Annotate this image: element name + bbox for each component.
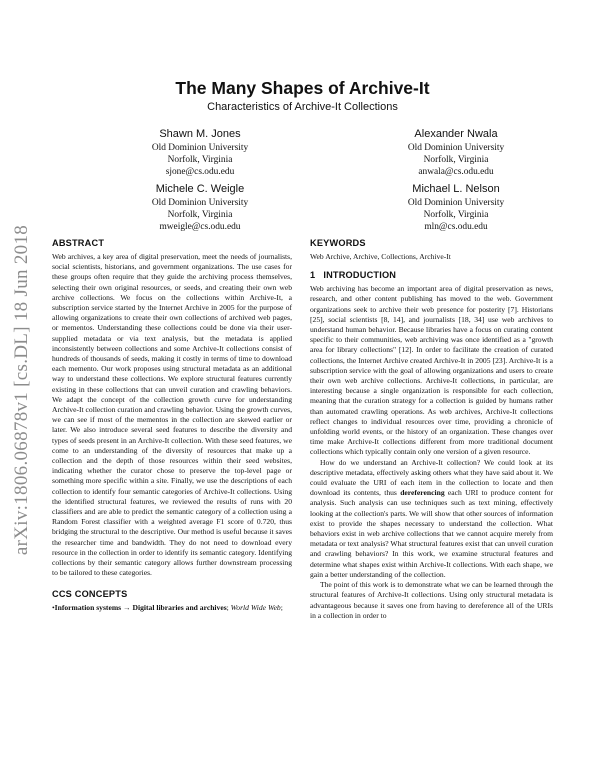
abstract-text: Web archives, a key area of digital preservation, meet the needs of journalists, social scientists, historians, and government organizations. The use cases for these groups often require that they guide the archiving process themselves, selecting their own original resources, or seeds, and creating their own web archive collections. We focus on the collections within Archive-It, a subscription service started by the Internet Archive in 2005 for the purpose of allowing organizations to create their own collections of archived web pages, or mementos. Understanding these collections could be done via their user-supplied metadata or via text analysis, but the metadata is applied inconsistently between collections and some Archive-It collections consist of hundreds of thousands of seeds, making it costly in terms of time to download each memento. Our work proposes using structural metadata as an additional way to understand these collections. We explore structural features currently existing in these collections that can unveil curation and crawling behaviors. We adapt the concept of the collection growth curve for understanding Archive-It collection curation and crawling behavior. Using the growth curves, we can see if most of the mementos in the collection are skewed earlier or later. We also introduce several seed features to describe the diversity and types of seeds present in an Archive-It collection. With these seed features, we come to an understanding of the diversity of resources that make up a collection and the depth of those resources within their seed websites, indicating whether the curator chose to preserve the top-level page or something more specific within a site. Finally, we use the descriptions of each collection to identify four semantic categories of Archive-It collections. Using the identified structural features, we reviewed the results of runs with 20 classifiers and are able to predict the semantic category of a collection using a Random Forest classifier with a weighted average F1 score of 0.720, thus bridging the structural to the descriptive. Our method is useful because it saves the researcher time and bandwidth. They do not need to download every resource in the collection in order to identify its semantic category. Identifying collections by their semantic category allows further downstream processing to be tailored to these categories. (52, 252, 292, 578)
author-name: Michael L. Nelson (412, 183, 500, 195)
author-location: Norfolk, Virginia (167, 210, 233, 220)
author-email: sjone@cs.odu.edu (165, 167, 235, 177)
author-affiliation: Old Dominion University (151, 198, 249, 208)
right-column (310, 238, 553, 621)
ccs-concepts (52, 603, 292, 613)
intro-paragraph-3: The point of this work is to demonstrate what we can be learned through the structural features of Archive-It collections. Using only structural metadata is advantageous because it saves one from having to dereference all of the URIs in a collection in order to (310, 580, 553, 620)
ccs-heading: CCS CONCEPTS (52, 588, 128, 599)
author-block (356, 127, 556, 178)
emphasis-term: dereferencing (400, 488, 445, 498)
author-name: Shawn M. Jones (159, 128, 241, 140)
ccs-separator: ; (226, 602, 231, 612)
section-number: 1 (310, 270, 316, 281)
paper-title: The Many Shapes of Archive-It (175, 78, 430, 98)
author-name: Michele C. Weigle (155, 183, 245, 195)
arxiv-identifier: arXiv:1806.06878v1 [cs.DL] 18 Jun 2018 (11, 224, 32, 556)
ccs-secondary: World Wide Web (230, 602, 281, 612)
author-email: mln@cs.odu.edu (424, 222, 488, 232)
author-email: anwala@cs.odu.edu (418, 167, 494, 177)
left-column (52, 238, 292, 613)
author-location: Norfolk, Virginia (167, 155, 233, 165)
keywords-text: Web Archive, Archive, Collections, Archive-It (310, 252, 451, 261)
author-affiliation: Old Dominion University (151, 143, 249, 153)
abstract-heading: ABSTRACT (52, 238, 105, 248)
intro-paragraph-2: How do we understand an Archive-It collection? We could look at its descriptive metadata, effectively asking others what they have said about it. We could evaluate the URI of each item in the collection to locate and then download its contents, thus dereferencing each URI to produce content for analysis. Such analysis can use techniques such as text mining, effectively looking at the collection's parts. We will show that other sources of information exist to provide the shapes necessary to understand the collection. What behaviors exist in web archive collections that we cannot acquire merely from metadata or text analysis? What structural features exist that can unveil curation and crawling behaviors? In this work, we examine structural features and determine what shapes exist within Archive-It collections. With each shape, we gain a better understanding of the collection. (310, 457, 553, 579)
bullet: • (52, 602, 55, 612)
author-email: mweigle@cs.odu.edu (159, 222, 241, 232)
author-name: Alexander Nwala (414, 128, 498, 140)
author-block (100, 182, 300, 233)
author-affiliation: Old Dominion University (407, 143, 505, 153)
section-heading (310, 270, 553, 281)
author-block (100, 127, 300, 178)
keywords-heading: KEYWORDS (310, 238, 366, 248)
author-location: Norfolk, Virginia (423, 210, 489, 220)
ccs-end: ; (280, 602, 283, 612)
intro-paragraph-1: Web archiving has become an important area of digital preservation as news, research, and other content publishing has moved to the web. Government organizations seek to archive their web presence for posterity [7]. Historians [25], social scientists [8, 14], and journalists [18, 34] use web archives to understand human behavior. Because libraries have a focus on curating content specific to their communities, web archiving was once identified as a "growth area for library collections" [12]. In order to facilitate the creation of curated collections, the Internet Archive created Archive-It in 2005 [23]. Archive-It is a subscription service with the goal of allowing organizations and users to create their own web archive collections. Archive-It collections, in particular, are interesting because a single organization is responsible for each collection, meaning that the curation strategy for a collection is guided by humans rather than automated crawling operations. As web archives, Archive-It collections reflect changes to individual resources over time, providing a chronicle of unfolding world events, or the history of an organization. These changes over time make Archive-It collections different from more traditional document collections which typically contain only one version of a given resource. (310, 284, 553, 457)
paper-subtitle: Characteristics of Archive-It Collections (207, 101, 398, 113)
author-affiliation: Old Dominion University (407, 198, 505, 208)
author-location: Norfolk, Virginia (423, 155, 489, 165)
ccs-primary: Information systems → Digital libraries and archives (54, 602, 227, 612)
author-block (356, 182, 556, 233)
section-title: INTRODUCTION (323, 270, 397, 281)
